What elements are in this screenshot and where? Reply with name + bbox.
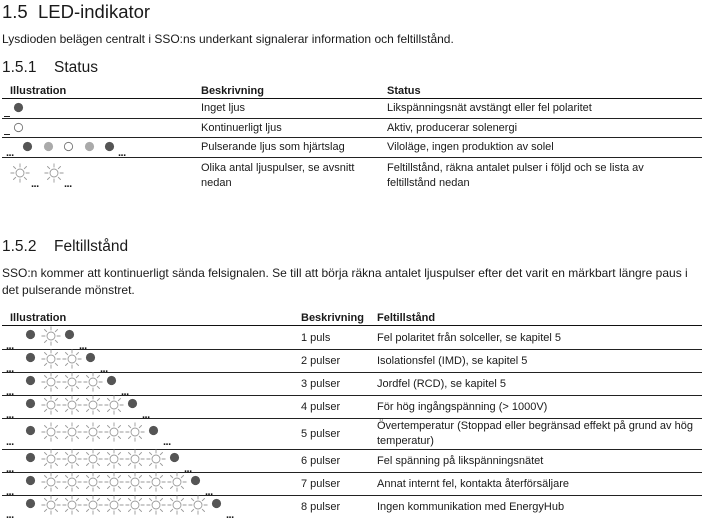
led-pulse-icon (146, 449, 166, 469)
row-description: 1 puls (301, 331, 331, 344)
ellipsis-mark: ... (100, 362, 108, 375)
led-off-icon (25, 329, 36, 340)
row-description: 8 pulser (301, 500, 341, 513)
led-pulse-icon (83, 422, 103, 442)
table-rule (2, 137, 702, 138)
led-pulse-icon (167, 495, 187, 515)
ellipsis-mark: ... (6, 362, 14, 375)
led-off-icon (25, 398, 36, 409)
row-status: Feltillstånd, räkna antalet pulser i följd och se lista av feltillstånd nedan (387, 162, 644, 189)
led-pulse-icon (44, 163, 64, 183)
led-off-icon (85, 352, 96, 363)
dash-mark (4, 116, 10, 117)
row-status: Aktiv, producerar solenergi (387, 122, 518, 134)
led-on-icon (63, 141, 74, 152)
col-header-description: Beskrivning (201, 85, 264, 97)
row-description: Kontinuerligt ljus (201, 122, 282, 134)
led-pulse-icon (41, 449, 61, 469)
section-number: 1.5.2 (2, 238, 37, 255)
ellipsis-mark: ... (184, 462, 192, 475)
row-fault: För hög ingångspänning (> 1000V) (377, 400, 548, 413)
row-description: Olika antal ljuspulser, se avsnitt nedan (201, 162, 355, 189)
led-off-icon (127, 398, 138, 409)
led-pulse-icon (41, 495, 61, 515)
led-pulse-icon (83, 372, 103, 392)
led-off-icon (25, 425, 36, 436)
ellipsis-mark: ... (121, 385, 129, 398)
table-rule (2, 325, 702, 326)
ellipsis-mark: ... (205, 485, 213, 498)
section-number: 1.5.1 (2, 59, 37, 76)
table-rule (2, 372, 702, 373)
row-description: 6 pulser (301, 454, 341, 467)
led-pulse-icon (62, 372, 82, 392)
led-pulse-icon (62, 495, 82, 515)
row-status: Viloläge, ingen produktion av solel (387, 141, 554, 153)
led-pulse-icon (62, 449, 82, 469)
row-description: 7 pulser (301, 477, 341, 490)
col-header-illustration: Illustration (10, 312, 67, 324)
row-fault: Ingen kommunikation med EnergyHub (377, 500, 565, 513)
row-status: Likspänningsnät avstängt eller fel polaritet (387, 102, 592, 114)
table-rule (2, 118, 702, 119)
table-rule (2, 157, 702, 158)
ellipsis-mark: ... (64, 178, 72, 190)
col-header-illustration: Illustration (10, 85, 67, 97)
row-fault: Jordfel (RCD), se kapitel 5 (377, 377, 506, 390)
led-pulse-icon (125, 472, 145, 492)
section-intro: SSO:n kommer att kontinuerligt sända felsignalen. Se till att börja räkna antalet ljuspulser efter det varit en märkbart längre paus i det pulserande mönstret. (2, 266, 688, 297)
led-pulse-icon (41, 326, 61, 346)
led-off-icon (104, 141, 115, 152)
row-fault: Övertemperatur (Stoppad eller begränsad effekt på grund av hög temperatur) (377, 420, 693, 447)
led-off-icon (169, 452, 180, 463)
ellipsis-mark: ... (118, 147, 126, 159)
row-fault: Fel spänning på likspänningsnätet (377, 454, 544, 467)
ellipsis-mark: ... (226, 508, 234, 521)
row-description: Pulserande ljus som hjärtslag (201, 141, 345, 153)
ellipsis-mark: ... (6, 385, 14, 398)
led-pulse-icon (41, 422, 61, 442)
led-pulse-icon (62, 472, 82, 492)
led-pulse-icon (104, 449, 124, 469)
led-pulse-icon (104, 472, 124, 492)
section-heading-1-5-1 (2, 59, 98, 77)
led-pulse-icon (62, 395, 82, 415)
section-heading-1-5 (2, 1, 150, 23)
led-pulse-icon (146, 472, 166, 492)
row-description: 4 pulser (301, 400, 341, 413)
led-pulse-icon (83, 449, 103, 469)
ellipsis-mark: ... (142, 408, 150, 421)
ellipsis-mark: ... (6, 435, 14, 448)
section-title: LED-indikator (38, 1, 151, 22)
col-header-description: Beskrivning (301, 312, 364, 324)
row-fault: Fel polaritet från solceller, se kapitel 5 (377, 331, 562, 344)
led-pulse-icon (125, 422, 145, 442)
col-header-status: Status (387, 85, 421, 97)
row-fault: Isolationsfel (IMD), se kapitel 5 (377, 354, 528, 367)
led-pulse-icon (62, 422, 82, 442)
section-heading-1-5-2 (2, 238, 128, 256)
led-off-icon (148, 425, 159, 436)
col-header-fault: Feltillstånd (377, 312, 436, 324)
led-on-icon (13, 122, 24, 133)
led-pulse-icon (62, 349, 82, 369)
section-title: Status (54, 59, 98, 76)
led-off-icon (25, 475, 36, 486)
led-off-icon (211, 498, 222, 509)
led-mid-icon (84, 141, 95, 152)
led-pulse-icon (125, 495, 145, 515)
ellipsis-mark: ... (6, 147, 14, 159)
row-description: 5 pulser (301, 427, 341, 440)
led-off-icon (190, 475, 201, 486)
led-off-icon (25, 375, 36, 386)
section-intro: Lysdioden belägen centralt i SSO:ns underkant signalerar information och feltillstånd. (2, 32, 454, 46)
section-title: Feltillstånd (54, 238, 129, 255)
led-pulse-icon (83, 472, 103, 492)
led-off-icon (25, 452, 36, 463)
led-off-icon (25, 498, 36, 509)
row-description: 2 pulser (301, 354, 341, 367)
ellipsis-mark: ... (6, 462, 14, 475)
led-pulse-icon (83, 395, 103, 415)
led-pulse-icon (104, 395, 124, 415)
ellipsis-mark: ... (163, 435, 171, 448)
led-off-icon (106, 375, 117, 386)
led-pulse-icon (188, 495, 208, 515)
led-off-icon (13, 102, 24, 113)
section-number: 1.5 (2, 1, 28, 22)
dash-mark (4, 134, 10, 135)
table-rule (2, 98, 702, 99)
ellipsis-mark: ... (6, 485, 14, 498)
led-pulse-icon (167, 472, 187, 492)
led-pulse-icon (41, 349, 61, 369)
ellipsis-mark: ... (6, 508, 14, 521)
led-pulse-icon (41, 395, 61, 415)
led-pulse-icon (104, 422, 124, 442)
ellipsis-mark: ... (6, 339, 14, 352)
row-fault: Annat internt fel, kontakta återförsäljare (377, 477, 569, 490)
led-pulse-icon (10, 163, 30, 183)
ellipsis-mark: ... (79, 339, 87, 352)
led-pulse-icon (41, 472, 61, 492)
led-pulse-icon (104, 495, 124, 515)
ellipsis-mark: ... (6, 408, 14, 421)
led-pulse-icon (125, 449, 145, 469)
led-mid-icon (43, 141, 54, 152)
led-off-icon (22, 141, 33, 152)
led-pulse-icon (83, 495, 103, 515)
led-pulse-icon (146, 495, 166, 515)
led-off-icon (64, 329, 75, 340)
ellipsis-mark: ... (31, 178, 39, 190)
led-pulse-icon (41, 372, 61, 392)
row-description: 3 pulser (301, 377, 341, 390)
table-rule (2, 349, 702, 350)
led-off-icon (25, 352, 36, 363)
row-description: Inget ljus (201, 102, 246, 114)
